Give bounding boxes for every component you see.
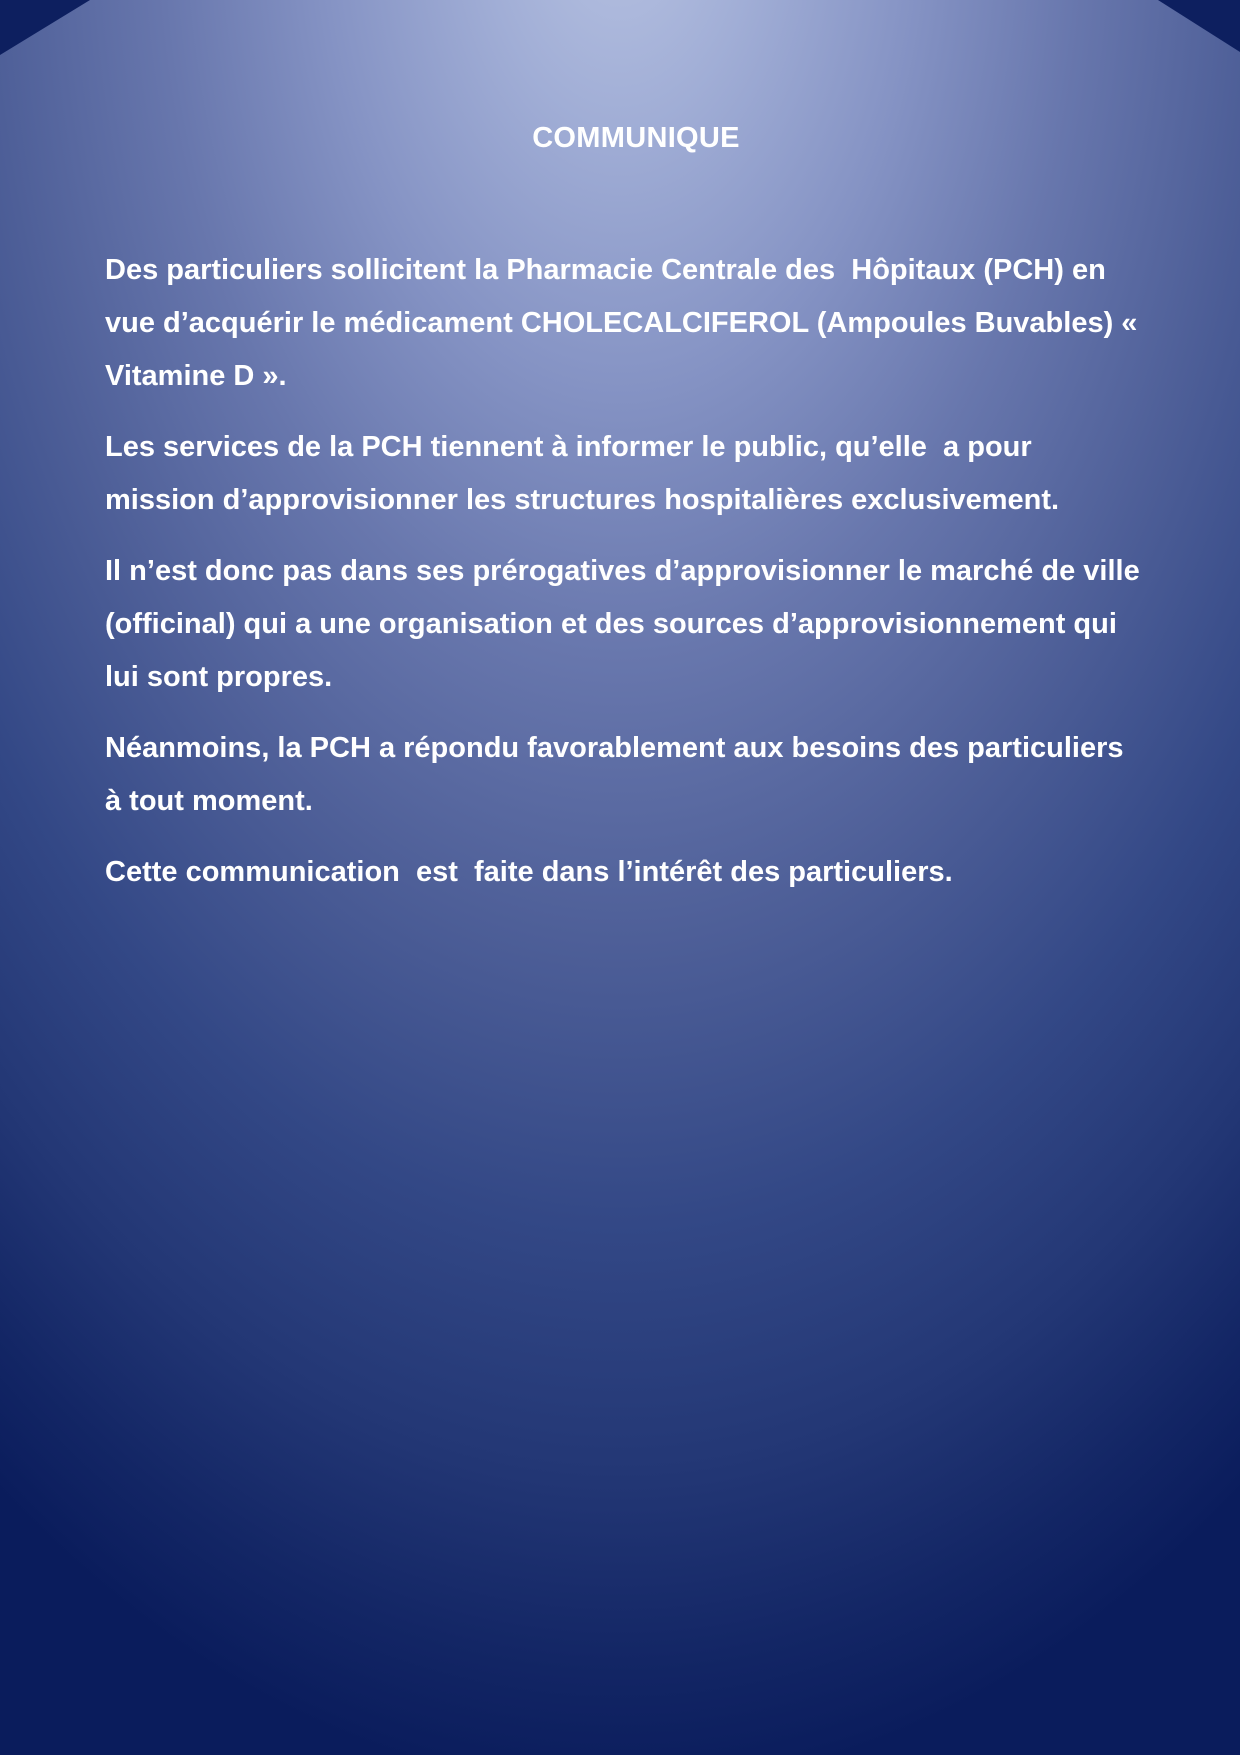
paragraph-prerogatives: Il n’est donc pas dans ses prérogatives d’approvisionner le marché de ville (officinal) qui a une organisation et des sources d’approvisionnement qui lui sont propres. [105,555,1148,693]
document-title: COMMUNIQUE [532,122,740,154]
corner-decoration-left [0,0,90,55]
corner-decoration-right [1158,0,1240,52]
document-body [105,244,1148,917]
paragraph-closing: Cette communication est faite dans l’intérêt des particuliers. [105,856,953,888]
paragraph-response: Néanmoins, la PCH a répondu favorablement aux besoins des particuliers à tout moment. [105,732,1140,817]
paragraph-mission: Les services de la PCH tiennent à informer le public, qu’elle a pour mission d’approvisionner les structures hospitalières exclusivement. [105,431,1060,516]
paragraph-request: Des particuliers sollicitent la Pharmacie Centrale des Hôpitaux (PCH) en vue d’acquérir le médicament CHOLECALCIFEROL (Ampoules Buvables) « Vitamine D ». [105,254,1146,392]
